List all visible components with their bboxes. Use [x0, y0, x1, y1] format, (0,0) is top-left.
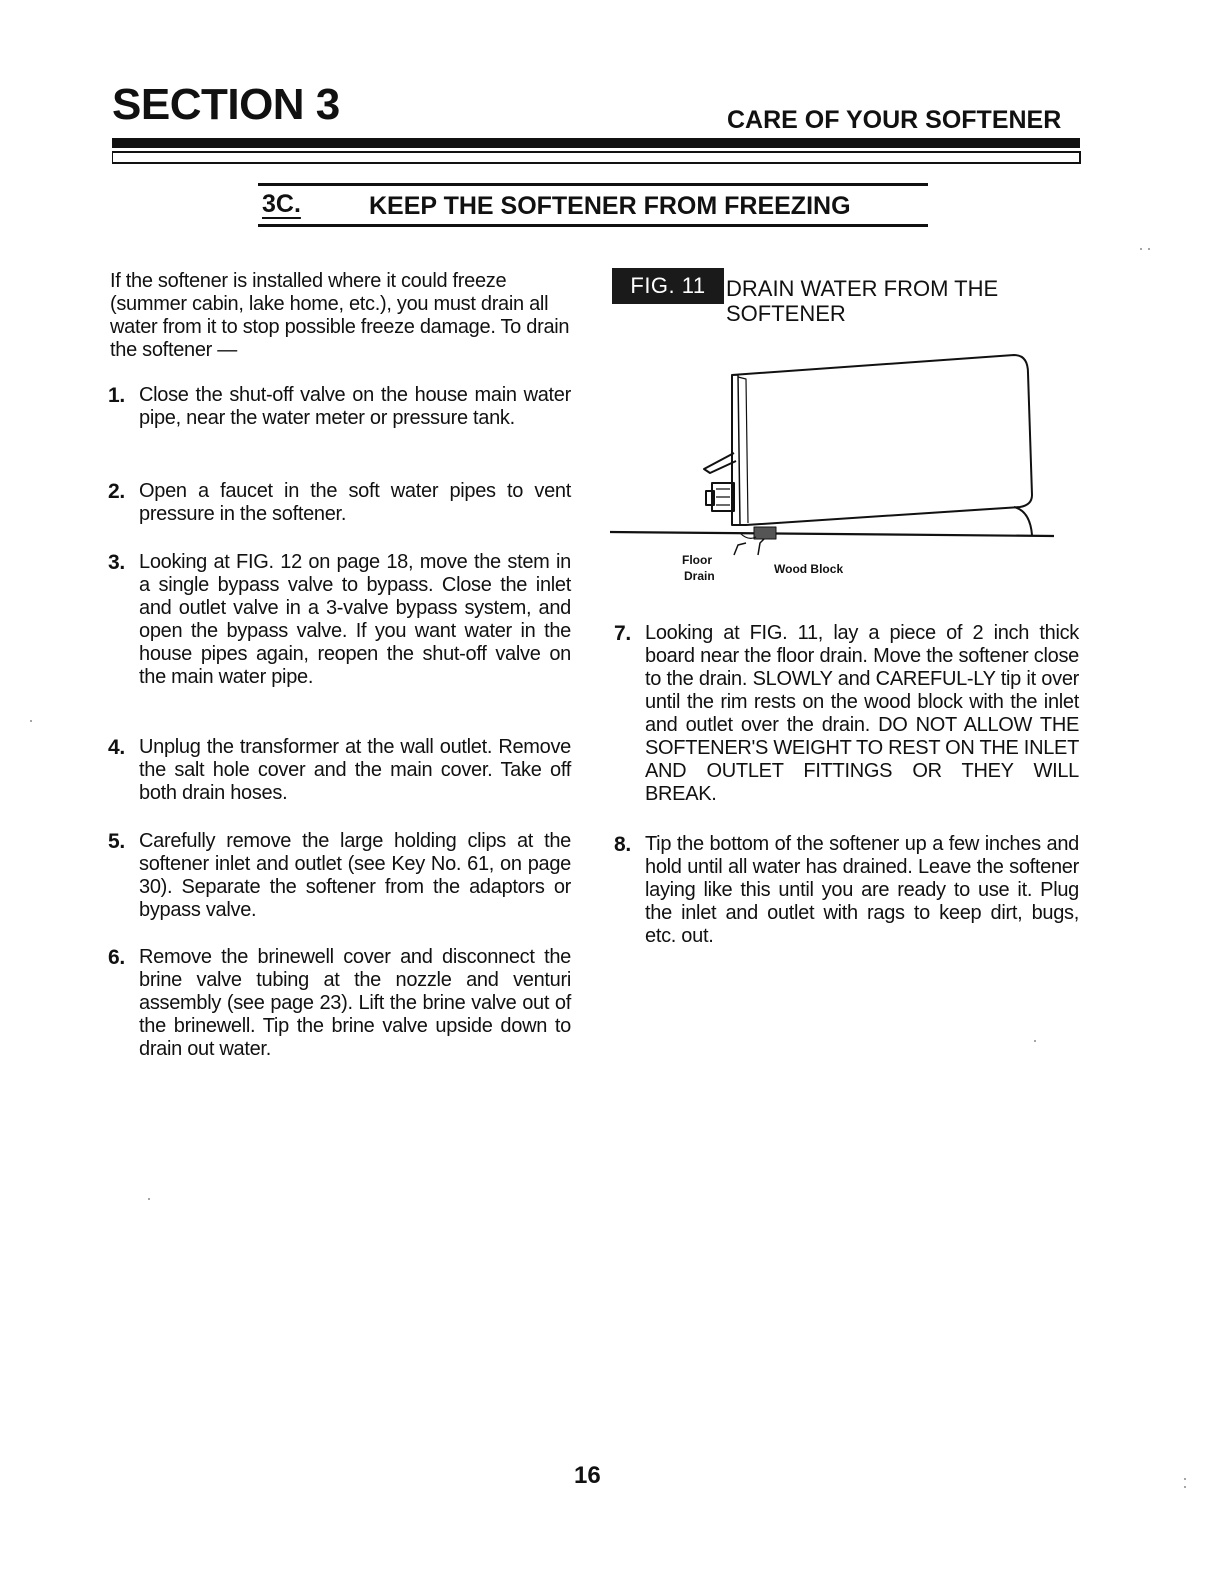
step-number: 7.	[614, 622, 631, 645]
step-text: Open a faucet in the soft water pipes to vent pressure in the softener.	[139, 480, 571, 525]
scan-speck	[1184, 1478, 1186, 1480]
step-text: Looking at FIG. 12 on page 18, move the stem in a single bypass valve to bypass. Close the inlet and outlet valve in a 3-valve bypass system, and open the bypass valve. If you want water in the house pipes again, reopen the shut-off valve on the main water pipe.	[139, 551, 571, 688]
floor-drain-label-line2: Drain	[684, 569, 715, 583]
page-number: 16	[574, 1462, 601, 1489]
step-number: 3.	[108, 551, 125, 574]
subsection-title: KEEP THE SOFTENER FROM FREEZING	[369, 192, 851, 220]
section-subtitle: CARE OF YOUR SOFTENER	[727, 106, 1062, 134]
step-number: 1.	[108, 384, 125, 407]
subsection-number: 3C.	[262, 190, 301, 218]
step-text: Close the shut-off valve on the house main water pipe, near the water meter or pressure tank.	[139, 384, 571, 429]
step-number: 8.	[614, 833, 631, 856]
step-number: 6.	[108, 946, 125, 969]
scan-speck	[148, 1198, 150, 1200]
step-number: 4.	[108, 736, 125, 759]
scan-speck	[30, 720, 32, 722]
figure-caption: DRAIN WATER FROM THE SOFTENER	[726, 276, 999, 326]
scan-speck	[1034, 1040, 1036, 1042]
scan-speck	[1148, 248, 1150, 250]
scan-speck	[1184, 1486, 1186, 1488]
wood-block-label: Wood Block	[774, 562, 844, 576]
intro-paragraph: If the softener is installed where it could freeze (summer cabin, lake home, etc.), you must drain all water from it to stop possible freeze damage. To drain the softener —	[110, 270, 570, 361]
figure-label: FIG. 11	[612, 268, 724, 304]
scan-speck	[1140, 248, 1142, 250]
step-text: Unplug the transformer at the wall outlet. Remove the salt hole cover and the main cover. Take off both drain hoses.	[139, 736, 571, 804]
step-text: Tip the bottom of the softener up a few inches and hold until all water has drained. Leave the softener laying like this until you are ready to use it. Plug the inlet and outlet with rags to keep dirt, bugs, etc. out.	[645, 833, 1079, 947]
section-title: SECTION 3	[112, 80, 340, 129]
step-text: Remove the brinewell cover and disconnect the brine valve tubing at the nozzle and venturi assembly (see page 23). Lift the brine valve out of the brinewell. Tip the brine valve upside down to drain out water.	[139, 946, 571, 1060]
floor-drain-label-line1: Floor	[682, 553, 712, 567]
step-text: Looking at FIG. 11, lay a piece of 2 inch thick board near the floor drain. Move the softener close to the drain. SLOWLY and CAREFUL-LY tip it over until the rim rests on the wood block with the inlet and outlet over the drain. DO NOT ALLOW THE SOFTENER'S WEIGHT TO REST ON THE INLET AND OUTLET FITTINGS OR THEY WILL BREAK.	[645, 622, 1079, 805]
step-number: 5.	[108, 830, 125, 853]
steps-list-right	[614, 0, 1084, 1000]
step-text: Carefully remove the large holding clips at the softener inlet and outlet (see Key No. 61, on page 30). Separate the softener from the adaptors or bypass valve.	[139, 830, 571, 921]
steps-list-left	[108, 0, 583, 1100]
step-number: 2.	[108, 480, 125, 503]
